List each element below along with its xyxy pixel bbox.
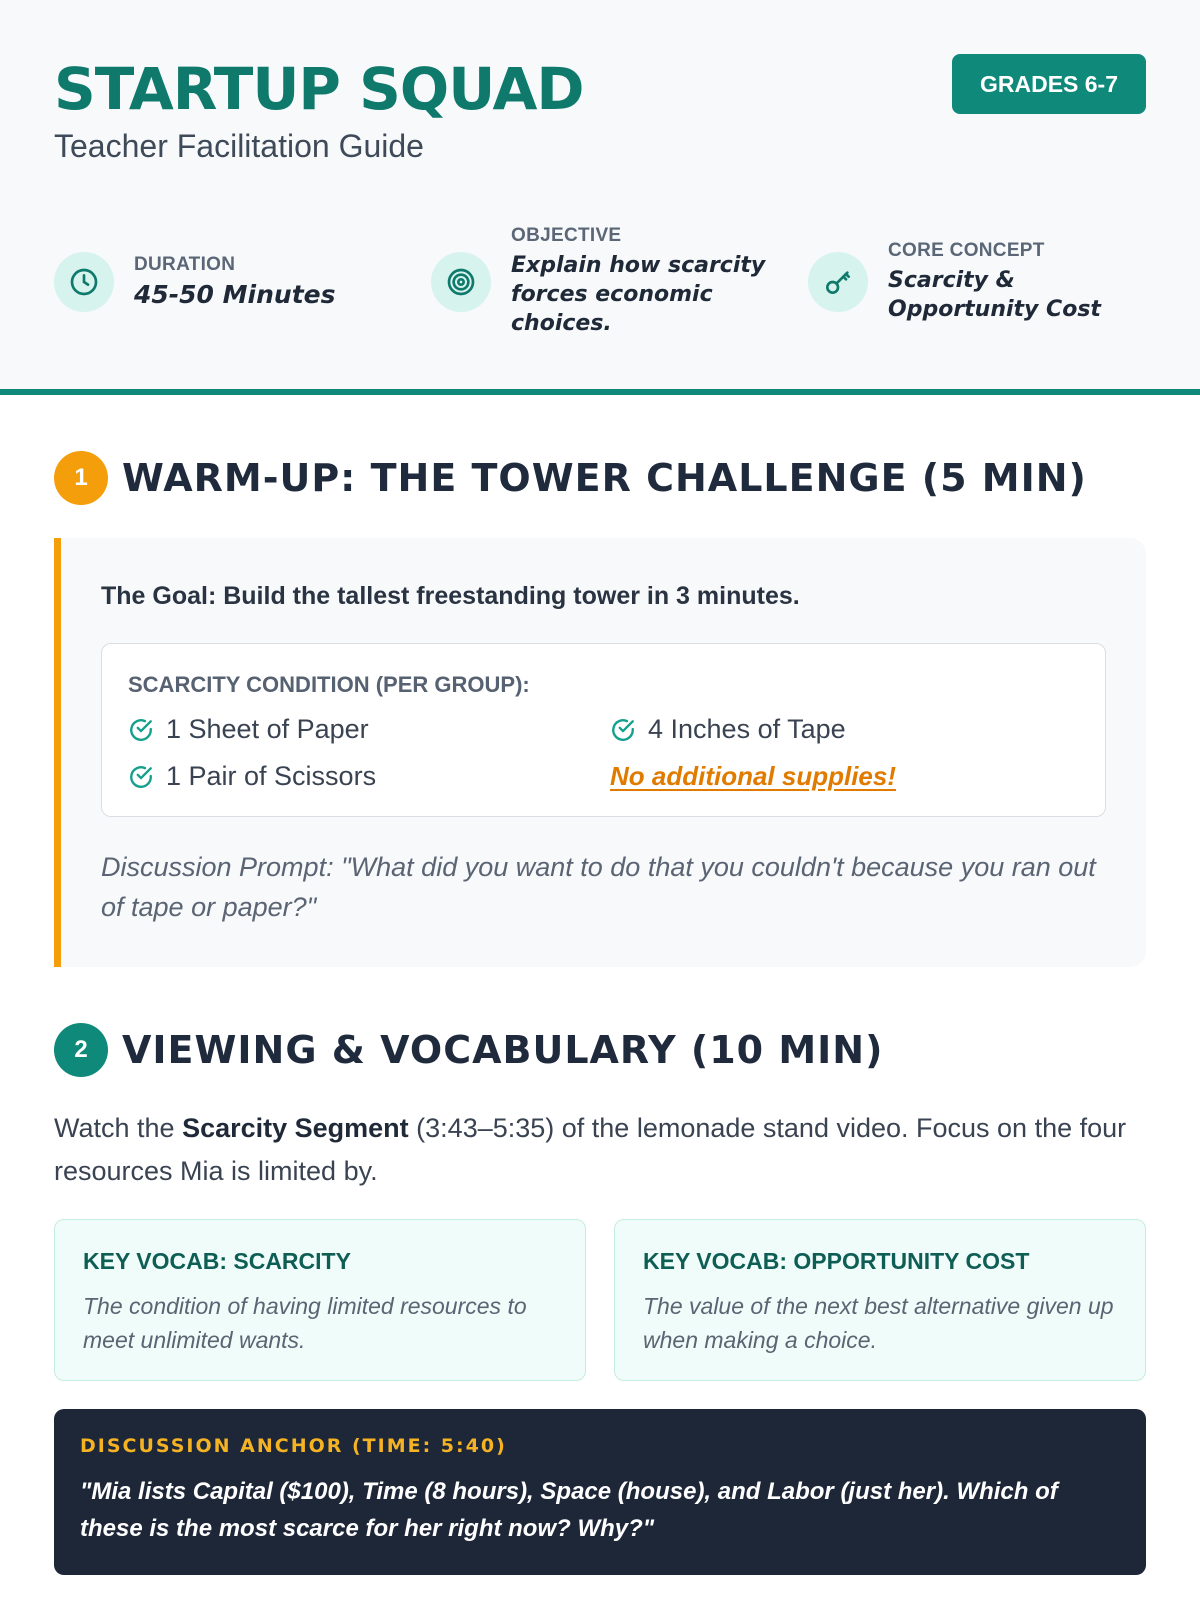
- meta-row: [54, 225, 1146, 338]
- target-icon: [431, 252, 491, 312]
- anchor-label: DISCUSSION ANCHOR (TIME: 5:40): [80, 1435, 507, 1457]
- section-2-title: VIEWING & VOCABULARY (10 MIN): [122, 1028, 884, 1072]
- scarcity-label: SCARCITY CONDITION (PER GROUP):: [128, 672, 530, 697]
- supply-label: 1 Sheet of Paper: [166, 714, 369, 744]
- page-header: [0, 0, 1200, 395]
- supply-warning-cell: [610, 761, 1079, 792]
- check-circle-icon: [128, 764, 154, 790]
- check-circle-icon: [610, 717, 636, 743]
- concept-label: CORE CONCEPT: [888, 239, 1045, 261]
- meta-duration: [54, 225, 431, 338]
- vocab-row: [54, 1219, 1146, 1381]
- meta-concept: [808, 225, 1146, 338]
- supply-item: [610, 714, 1079, 745]
- objective-value: Explain how scarcity forces economic choices.: [511, 253, 766, 336]
- vocab-card-opportunity-cost: [614, 1219, 1146, 1381]
- section-1-header: [54, 451, 1146, 505]
- section-2-header: [54, 1023, 1146, 1077]
- page-title: STARTUP SQUAD: [54, 55, 584, 123]
- supply-label: 4 Inches of Tape: [648, 714, 846, 744]
- supply-label: 1 Pair of Scissors: [166, 761, 377, 791]
- supply-warning: No additional supplies!: [610, 761, 897, 791]
- section-1-title: WARM-UP: THE TOWER CHALLENGE (5 MIN): [122, 456, 1087, 500]
- duration-value: 45-50 Minutes: [134, 280, 336, 309]
- vocab-title: KEY VOCAB: OPPORTUNITY COST: [643, 1248, 1030, 1274]
- section-1-number: 1: [54, 451, 108, 505]
- objective-label: OBJECTIVE: [511, 225, 622, 246]
- concept-value: Scarcity & Opportunity Cost: [888, 267, 1101, 322]
- key-icon: [808, 252, 868, 312]
- vocab-definition: The value of the next best alternative given up when making a choice.: [643, 1293, 1114, 1353]
- vocab-definition: The condition of having limited resources to meet unlimited wants.: [83, 1293, 527, 1353]
- viewing-instructions: [54, 1107, 1146, 1193]
- check-circle-icon: [128, 717, 154, 743]
- supply-item: [128, 714, 610, 745]
- supply-list: [128, 714, 1079, 792]
- meta-objective: [431, 225, 808, 338]
- page-subtitle: Teacher Facilitation Guide: [54, 128, 424, 164]
- supply-item: [128, 761, 610, 792]
- anchor-quote: "Mia lists Capital ($100), Time (8 hours), Space (house), and Labor (just her). Which of these is the most scarce for her right now? Why?": [80, 1478, 1058, 1542]
- warm-up-card: [54, 538, 1146, 967]
- duration-label: DURATION: [134, 254, 236, 275]
- grade-badge: GRADES 6-7: [952, 54, 1146, 114]
- vocab-title: KEY VOCAB: SCARCITY: [83, 1248, 351, 1274]
- discussion-prompt: Discussion Prompt: "What did you want to do that you couldn't because you ran out of tape or paper?": [101, 852, 1096, 922]
- clock-icon: [54, 252, 114, 312]
- section-2-number: 2: [54, 1023, 108, 1077]
- intro-text: Watch the: [54, 1113, 183, 1143]
- page-content: [0, 451, 1200, 1575]
- segment-name: Scarcity Segment: [182, 1113, 409, 1143]
- discussion-anchor: [54, 1409, 1146, 1575]
- intro-text-end: (3:43–5:35) of the lemonade stand video. Focus on the four resources Mia is limited by.: [54, 1113, 1127, 1186]
- goal-text: The Goal: Build the tallest freestanding tower in 3 minutes.: [101, 582, 800, 610]
- vocab-card-scarcity: [54, 1219, 586, 1381]
- scarcity-box: [101, 643, 1106, 817]
